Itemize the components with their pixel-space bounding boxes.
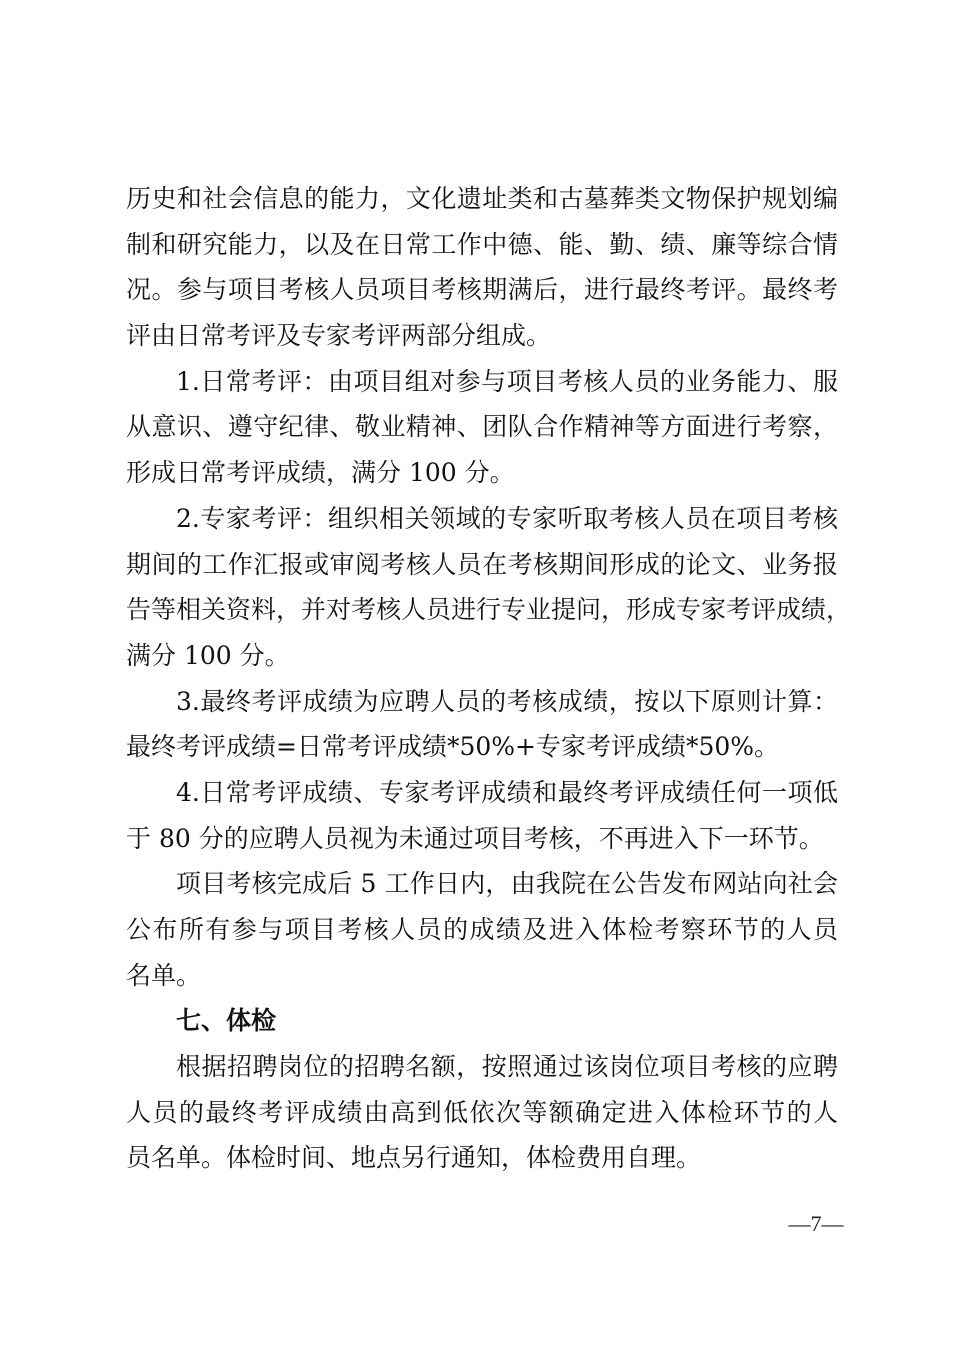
text-line: 项目考核完成后 5 工作日内，由我院在公告发布网站向社会 [176, 869, 838, 899]
text-line: 于 80 分的应聘人员视为未通过项目考核，不再进入下一环节。 [126, 823, 824, 853]
text-line: 形成日常考评成绩，满分 100 分。 [126, 458, 515, 488]
text-line: 3.最终考评成绩为应聘人员的考核成绩，按以下原则计算： [176, 686, 838, 716]
text-line: 员名单。体检时间、地点另行通知，体检费用自理。 [126, 1143, 702, 1173]
page-content [126, 176, 852, 1181]
text-line: 最终考评成绩=日常考评成绩*50%+专家考评成绩*50%。 [126, 732, 780, 762]
text-line: 公布所有参与项目考核人员的成绩及进入体检考察环节的人员 [126, 915, 838, 944]
text-line: 人员的最终考评成绩由高到低依次等额确定进入体检环节的人 [126, 1097, 838, 1127]
text-line: 从意识、遵守纪律、敬业精神、团队合作精神等方面进行考察， [126, 412, 838, 442]
text-line: 况。参与项目考核人员项目考核期满后，进行最终考评。最终考 [126, 275, 838, 305]
text-line: 满分 100 分。 [126, 640, 290, 670]
section-heading: 七、体检 [176, 1006, 277, 1036]
text-line: 期间的工作汇报或审阅考核人员在考核期间形成的论文、业务报 [126, 549, 838, 579]
text-line: 4.日常考评成绩、专家考评成绩和最终考评成绩任何一项低 [176, 777, 838, 807]
text-line: 评由日常考评及专家考评两部分组成。 [126, 321, 552, 351]
text-line: 1.日常考评：由项目组对参与项目考核人员的业务能力、服 [176, 366, 838, 396]
text-line: 告等相关资料，并对考核人员进行专业提问，形成专家考评成绩， [126, 595, 852, 625]
text-line: 名单。 [126, 960, 202, 990]
page-number: —7— [788, 1211, 844, 1236]
text-line: 制和研究能力，以及在日常工作中德、能、勤、绩、廉等综合情 [126, 229, 838, 259]
text-line: 历史和社会信息的能力，文化遗址类和古墓葬类文物保护规划编 [126, 184, 838, 213]
text-line: 根据招聘岗位的招聘名额，按照通过该岗位项目考核的应聘 [176, 1052, 838, 1082]
text-line: 2.专家考评：组织相关领域的专家听取考核人员在项目考核 [176, 503, 838, 533]
